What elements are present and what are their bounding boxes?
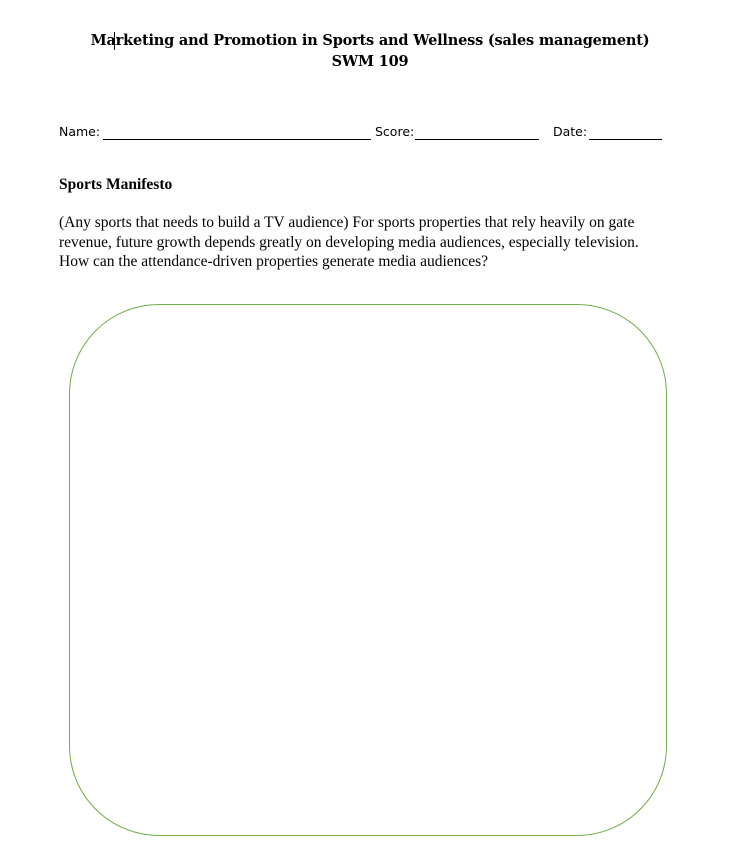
answer-box[interactable] [69,304,667,836]
score-field[interactable] [415,139,539,140]
name-label: Name: [59,124,101,139]
prompt-line: How can the attendance-driven properties generate media audiences? [59,253,489,270]
course-code: SWM 109 [331,53,409,70]
prompt-line: revenue, future growth depends greatly on developing media audiences, especially television. [59,234,639,251]
prompt-line: (Any sports that needs to build a TV audience) For sports properties that rely heavily on gate [59,214,635,231]
student-info-line [59,124,669,144]
date-field[interactable] [589,139,662,140]
section-heading: Sports Manifesto [59,176,173,193]
score-label: Score: [375,124,415,139]
date-label: Date: [553,124,588,139]
name-field[interactable] [103,139,371,140]
document-title: Marketing and Promotion in Sports and Wellness (sales management) [90,32,650,49]
